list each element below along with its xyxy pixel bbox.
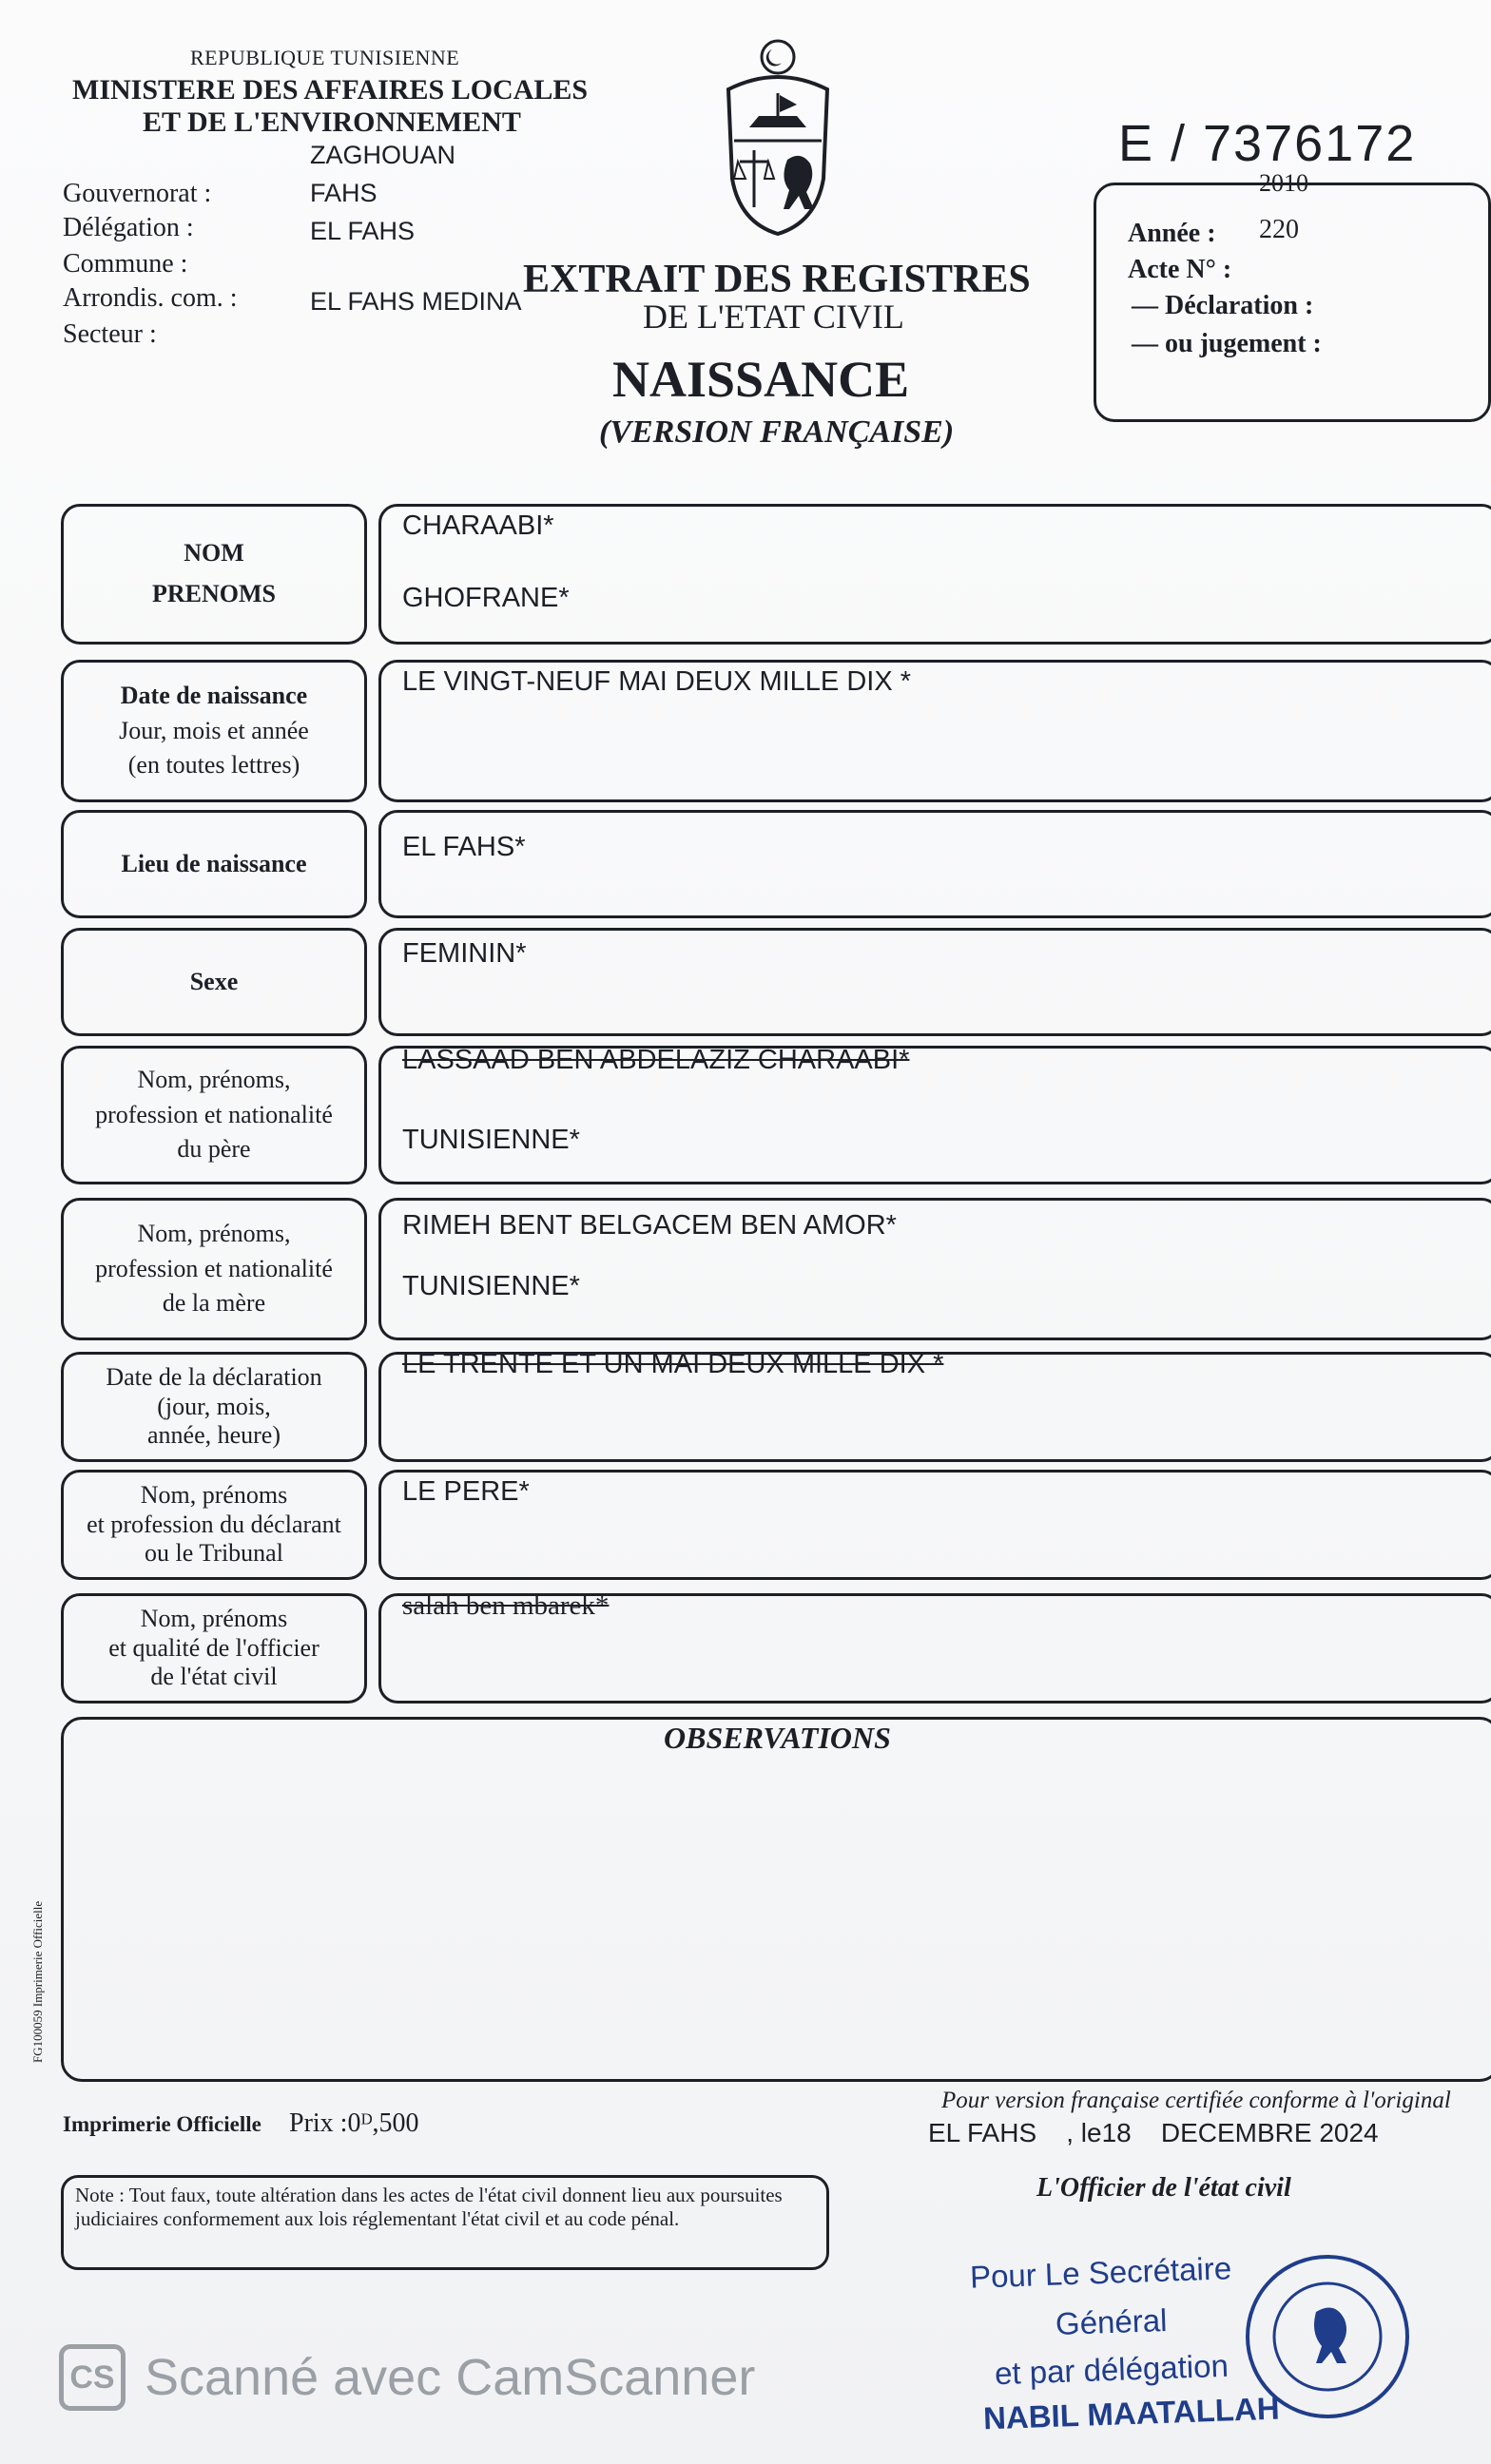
- nom-prenoms-field: [378, 504, 1491, 645]
- year-value: 2010: [1259, 169, 1308, 197]
- observations-box: [61, 1717, 1491, 2082]
- jugement-label: — ou jugement :: [1132, 329, 1322, 358]
- naissance-title: NAISSANCE: [612, 351, 910, 408]
- declarant-field: [378, 1470, 1491, 1580]
- declarant-value: LE PERE*: [402, 1476, 530, 1507]
- serial-number: E / 7376172: [1118, 115, 1417, 172]
- pere-name-value: LASSAAD BEN ABDELAZIZ CHARAABI*: [402, 1045, 910, 1075]
- gouvernorat-value: ZAGHOUAN: [310, 141, 456, 169]
- lieu-naissance-field: [378, 810, 1491, 918]
- officier-field: [378, 1590, 1491, 1704]
- camscanner-watermark: Scanné avec CamScanner: [145, 2349, 756, 2406]
- commune-value: EL FAHS: [310, 217, 416, 245]
- pere-nationality-value: TUNISIENNE*: [402, 1125, 580, 1155]
- annee-value: 220: [1259, 215, 1299, 244]
- delegation-value: FAHS: [310, 179, 378, 207]
- legal-note: Note : Tout faux, toute altération dans les actes de l'état civil donnent lieu aux poursuites judiciaires conformement aux lois réglementant l'état civil et au code pénal.: [61, 2175, 829, 2270]
- date-declaration-label: Date de la déclaration (jour, mois, année, heure): [61, 1352, 367, 1462]
- version-subtitle: (VERSION FRANÇAISE): [599, 414, 955, 450]
- stamp-line3: et par délégation: [994, 2347, 1230, 2392]
- date-declaration-field: [378, 1349, 1491, 1462]
- pere-field: [378, 1046, 1491, 1184]
- coat-of-arms-icon: [711, 36, 844, 238]
- commune-label: Commune :: [63, 249, 188, 279]
- sexe-field: [378, 928, 1491, 1036]
- nom-prenoms-label: NOM PRENOMS: [61, 504, 367, 645]
- stamp-line1: Pour Le Secrétaire: [969, 2250, 1232, 2295]
- ministere-heading-line1: MINISTERE DES AFFAIRES LOCALES: [72, 74, 589, 106]
- arrondis-value: EL FAHS MEDINA: [310, 287, 522, 316]
- acte-number-label: Acte N° :: [1128, 255, 1232, 284]
- sexe-value: FEMININ*: [402, 938, 527, 969]
- gouvernorat-label: Gouvernorat :: [63, 179, 212, 208]
- annee-label: Année :: [1128, 219, 1216, 248]
- date-naissance-value: LE VINGT-NEUF MAI DEUX MILLE DIX *: [402, 666, 911, 697]
- date-naissance-field: [378, 660, 1491, 802]
- official-seal-icon: [1246, 2255, 1409, 2418]
- officier-etat-civil-title: L'Officier de l'état civil: [1036, 2173, 1291, 2203]
- extrait-title: EXTRAIT DES REGISTRES: [523, 258, 1031, 301]
- arrondis-label: Arrondis. com. :: [63, 283, 238, 313]
- date-declaration-value: LE TRENTE ET UN MAI DEUX MILLE DIX *: [402, 1349, 944, 1379]
- lieu-naissance-value: EL FAHS*: [402, 832, 526, 862]
- officier-label: Nom, prénoms et qualité de l'officier de l'état civil: [61, 1593, 367, 1704]
- officier-value: salah ben mbarek*: [402, 1590, 610, 1621]
- stamp-line2: Général: [1055, 2301, 1168, 2342]
- date-naissance-label: Date de naissance Jour, mois et année (en toutes lettres): [61, 660, 367, 802]
- sexe-label: Sexe: [61, 928, 367, 1036]
- delegation-label: Délégation :: [63, 213, 194, 242]
- republique-heading: REPUBLIQUE TUNISIENNE: [190, 46, 460, 69]
- certification-text: Pour version française certifiée conforme à l'original: [941, 2088, 1451, 2113]
- mere-nationality-value: TUNISIENNE*: [402, 1271, 580, 1301]
- prenoms-value: GHOFRANE*: [402, 583, 570, 613]
- etat-civil-title: DE L'ETAT CIVIL: [643, 298, 904, 336]
- mere-field: [378, 1198, 1491, 1340]
- camscanner-logo: CS: [59, 2344, 126, 2411]
- place-date: EL FAHS , le18 DECEMBRE 2024: [928, 2118, 1379, 2147]
- lieu-naissance-label: Lieu de naissance: [61, 810, 367, 918]
- imprimerie-label: Imprimerie Officielle: [63, 2112, 261, 2136]
- ministere-heading-line2: ET DE L'ENVIRONNEMENT: [143, 106, 521, 138]
- declaration-label: — Déclaration :: [1132, 291, 1314, 320]
- observations-title: OBSERVATIONS: [664, 1721, 891, 1755]
- secteur-label: Secteur :: [63, 319, 157, 349]
- nom-value: CHARAABI*: [402, 510, 554, 541]
- stamp-line4: NABIL MAATALLAH: [982, 2390, 1281, 2436]
- prix-label: Prix :0ᴰ,500: [289, 2108, 419, 2138]
- mere-name-value: RIMEH BENT BELGACEM BEN AMOR*: [402, 1210, 897, 1241]
- mere-label: Nom, prénoms, profession et nationalité de la mère: [61, 1198, 367, 1340]
- declarant-label: Nom, prénoms et profession du déclarant ou le Tribunal: [61, 1470, 367, 1580]
- side-print-code: FG100059 Imprimerie Officielle: [30, 1900, 45, 2063]
- pere-label: Nom, prénoms, profession et nationalité du père: [61, 1046, 367, 1184]
